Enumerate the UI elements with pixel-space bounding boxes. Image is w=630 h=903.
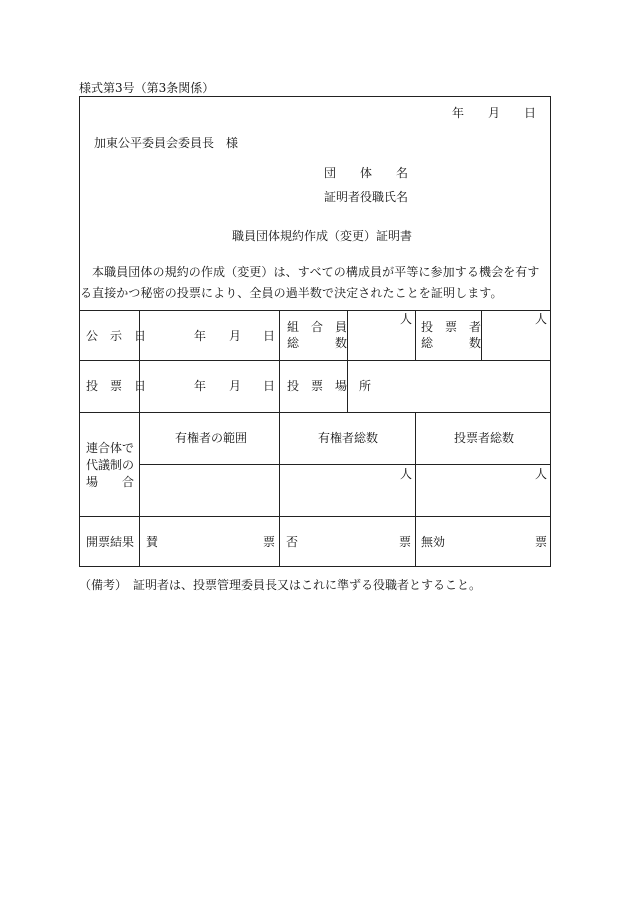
header-day: 日 xyxy=(524,106,537,120)
no-unit: 票 xyxy=(399,535,412,549)
announcement-date-label: 公 示 日 xyxy=(86,329,147,343)
document-title: 職員団体規約作成（変更）証明書 xyxy=(232,229,413,243)
voting-place-label: 投 票 場 所 xyxy=(287,379,372,393)
member-count-label-top: 組 合 員 xyxy=(287,320,348,334)
remarks-note: （備考） 証明者は、投票管理委員長又はこれに準ずる役職者とすること。 xyxy=(79,578,482,592)
table-rule xyxy=(139,464,551,465)
table-rule xyxy=(279,310,280,412)
federation-label-2: 代議制の xyxy=(86,458,135,472)
table-rule xyxy=(415,310,416,360)
voters-total-header: 投票者総数 xyxy=(454,431,515,445)
table-rule xyxy=(79,412,551,413)
voter-count-unit: 人 xyxy=(535,312,548,326)
federation-label-3: 場 合 xyxy=(86,475,135,489)
certification-text: 本職員団体の規約の作成（変更）は、すべての構成員が平等に参加する機会を有する直接かつ秘密の投票により、全員の過半数で決定されたことを証明します。 xyxy=(80,265,540,300)
voting-month: 月 xyxy=(229,379,242,393)
member-count-unit: 人 xyxy=(400,312,413,326)
form-number: 様式第3号（第3条関係） xyxy=(79,81,215,95)
table-rule xyxy=(347,310,348,412)
table-rule xyxy=(79,516,551,517)
announcement-day: 日 xyxy=(263,329,276,343)
member-count-label-bottom: 総 数 xyxy=(287,336,348,350)
federation-label-1: 連合体で xyxy=(86,441,135,455)
voter-count-label-bottom: 総 数 xyxy=(421,336,482,350)
result-label: 開票結果 xyxy=(86,535,135,549)
table-rule xyxy=(481,310,482,360)
invalid-label: 無効 xyxy=(421,535,446,549)
voting-date-label: 投 票 日 xyxy=(86,379,147,393)
table-rule xyxy=(139,310,140,567)
announcement-year: 年 xyxy=(194,329,207,343)
announcement-month: 月 xyxy=(229,329,242,343)
voter-count-label-top: 投 票 者 xyxy=(421,320,482,334)
eligible-range-header: 有権者の範囲 xyxy=(175,431,248,445)
certifier-label: 証明者役職氏名 xyxy=(324,190,409,204)
eligible-total-unit: 人 xyxy=(400,467,413,481)
header-month: 月 xyxy=(488,106,501,120)
yes-unit: 票 xyxy=(263,535,276,549)
header-year: 年 xyxy=(452,106,465,120)
voters-total-unit: 人 xyxy=(535,467,548,481)
yes-label: 賛 xyxy=(146,535,159,549)
table-rule xyxy=(279,412,280,567)
invalid-unit: 票 xyxy=(535,535,548,549)
table-rule xyxy=(415,412,416,567)
no-label: 否 xyxy=(286,535,299,549)
voting-day: 日 xyxy=(263,379,276,393)
group-name-label: 団 体 名 xyxy=(324,166,409,180)
eligible-total-header: 有権者総数 xyxy=(318,431,379,445)
voting-year: 年 xyxy=(194,379,207,393)
table-rule xyxy=(79,360,551,361)
addressee: 加東公平委員会委員長 様 xyxy=(94,136,239,150)
